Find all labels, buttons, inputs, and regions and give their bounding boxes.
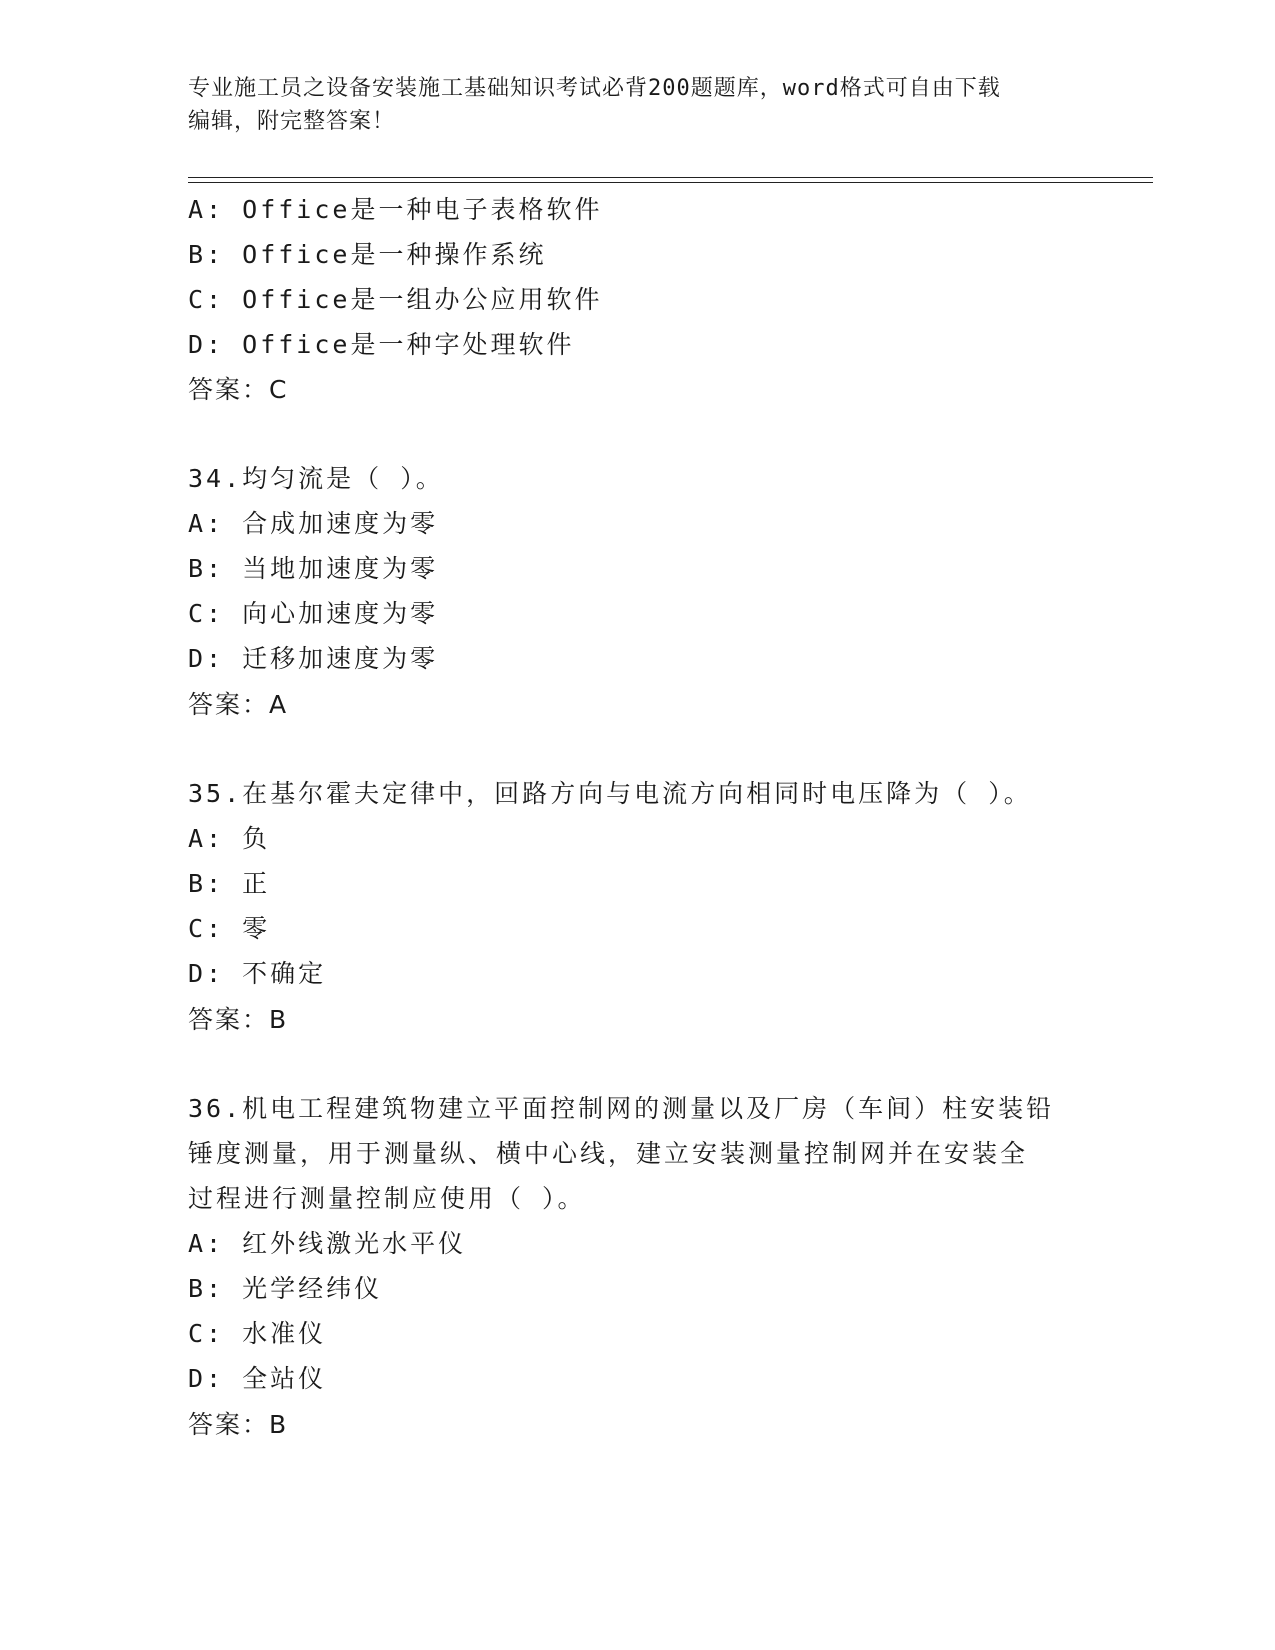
header-line-2: 编辑，附完整答案！ [188, 109, 396, 134]
q35-question: 35.在基尔霍夫定律中，回路方向与电流方向相同时电压降为（ ）。 [188, 779, 1032, 808]
q33-answer: 答案：C [188, 375, 289, 404]
header-line-1: 专业施工员之设备安装施工基础知识考试必背200题题库，word格式可自由下载 [188, 76, 1001, 101]
q35-option-c: C: 零 [188, 914, 271, 943]
q36-question-line-1: 36.机电工程建筑物建立平面控制网的测量以及厂房（车间）柱安装铅 [188, 1094, 1055, 1123]
q34-answer: 答案：A [188, 690, 289, 719]
header-divider-bottom [188, 182, 1153, 183]
q33-option-d: D: Office是一种字处理软件 [188, 330, 575, 359]
q34-question: 34.均匀流是（ ）。 [188, 464, 444, 493]
q33-option-a: A: Office是一种电子表格软件 [188, 195, 603, 224]
q34-option-c: C: 向心加速度为零 [188, 599, 439, 628]
q35-option-a: A: 负 [188, 824, 271, 853]
q36-option-a: A: 红外线激光水平仪 [188, 1229, 467, 1258]
q36-option-d: D: 全站仪 [188, 1364, 327, 1393]
q34-option-d: D: 迁移加速度为零 [188, 644, 439, 673]
q34-option-a: A: 合成加速度为零 [188, 509, 439, 538]
q36-question-line-3: 过程进行测量控制应使用（ ）。 [188, 1184, 586, 1213]
q35-option-d: D: 不确定 [188, 959, 327, 988]
q36-option-b: B: 光学经纬仪 [188, 1274, 383, 1303]
header-divider-top [188, 177, 1153, 178]
q33-option-b: B: Office是一种操作系统 [188, 240, 547, 269]
q35-option-b: B: 正 [188, 869, 271, 898]
q36-option-c: C: 水准仪 [188, 1319, 327, 1348]
q36-question-line-2: 锤度测量，用于测量纵、横中心线，建立安装测量控制网并在安装全 [188, 1139, 1029, 1168]
q33-option-c: C: Office是一组办公应用软件 [188, 285, 603, 314]
q35-answer: 答案：B [188, 1005, 289, 1034]
q34-option-b: B: 当地加速度为零 [188, 554, 439, 583]
q36-answer: 答案：B [188, 1410, 289, 1439]
document-header [188, 72, 1088, 138]
